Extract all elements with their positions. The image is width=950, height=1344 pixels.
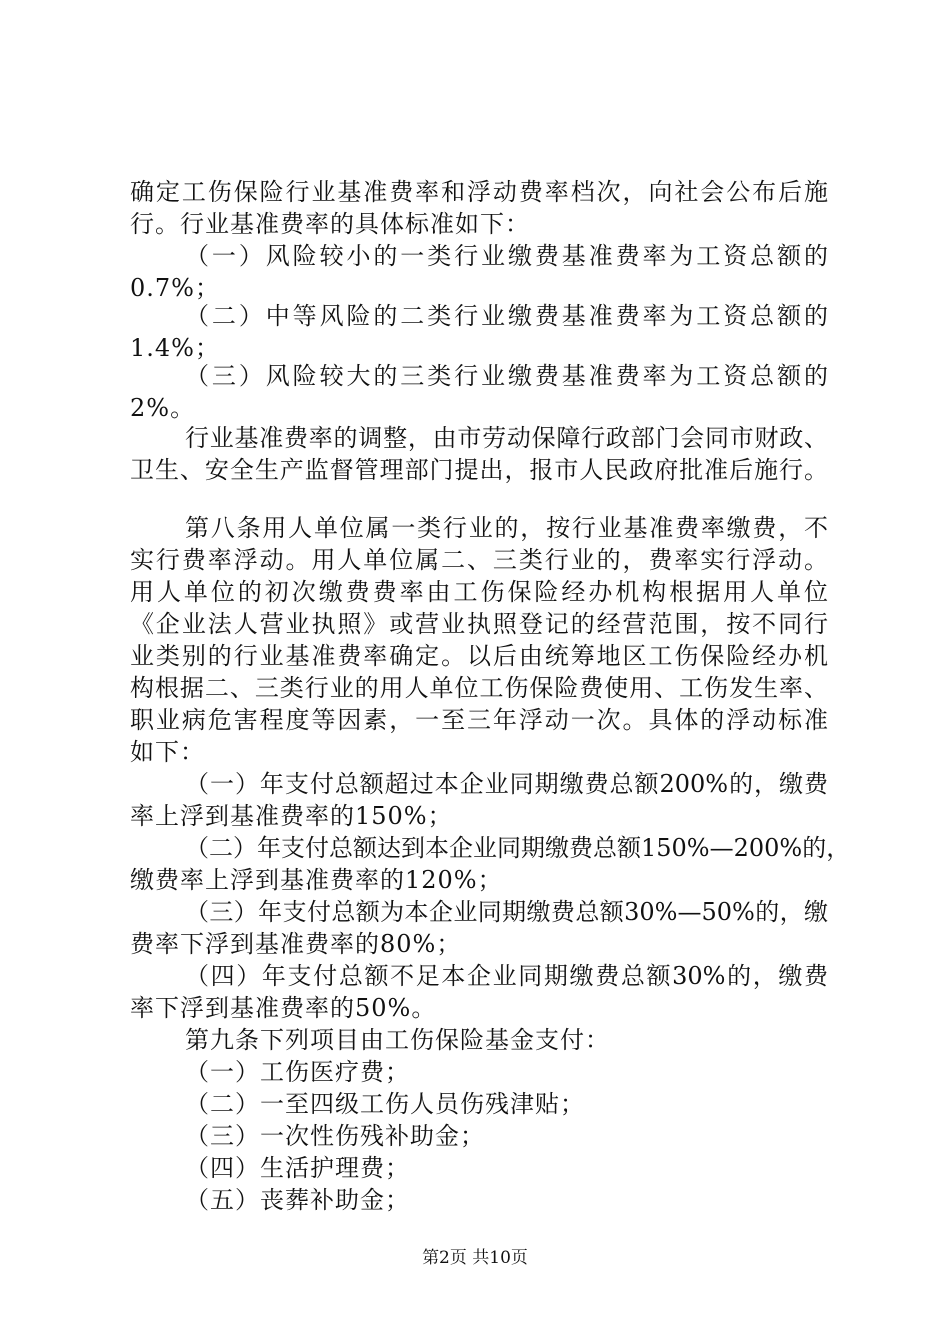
paragraph-line: 2%。 [130,394,196,422]
paragraph-line: 缴费率上浮到基准费率的120%； [130,866,503,894]
page-number-footer: 第2页 共10页 [422,1248,528,1268]
list-item: （三）一次性伤残补助金； [185,1122,485,1150]
paragraph-line: 实行费率浮动。用人单位属二、三类行业的，费率实行浮动。 [130,546,828,574]
paragraph-line: 构根据二、三类行业的用人单位工伤保险费使用、工伤发生率、 [130,674,828,702]
paragraph-line: 率上浮到基准费率的150%； [130,802,453,830]
paragraph-line: 行。行业基准费率的具体标准如下： [130,210,530,238]
paragraph-line: 率下浮到基准费率的50%。 [130,994,437,1022]
list-item: （五）丧葬补助金； [185,1186,410,1214]
paragraph-line: （三）风险较大的三类行业缴费基准费率为工资总额的 [185,362,828,390]
paragraph-line: （二）中等风险的二类行业缴费基准费率为工资总额的 [185,302,828,330]
paragraph-line: 0.7%； [130,274,220,302]
paragraph-line: 《企业法人营业执照》或营业执照登记的经营范围，按不同行 [130,610,828,638]
paragraph-line: 确定工伤保险行业基准费率和浮动费率档次，向社会公布后施 [130,178,828,206]
paragraph-line: 职业病危害程度等因素，一至三年浮动一次。具体的浮动标准 [130,706,828,734]
paragraph-line: （二）年支付总额达到本企业同期缴费总额150%—200%的， [185,834,851,862]
paragraph-line: 如下： [130,738,205,766]
paragraph-line: 业类别的行业基准费率确定。以后由统筹地区工伤保险经办机 [130,642,828,670]
paragraph-line: （四）年支付总额不足本企业同期缴费总额30%的，缴费 [185,962,828,990]
paragraph-line: 1.4%； [130,334,220,362]
paragraph-line: 第八条用人单位属一类行业的，按行业基准费率缴费，不 [185,514,828,542]
paragraph-line: 卫生、安全生产监督管理部门提出，报市人民政府批准后施行。 [130,456,828,484]
list-item: （一）工伤医疗费； [185,1058,410,1086]
paragraph-line: （三）年支付总额为本企业同期缴费总额30%—50%的，缴 [185,898,828,926]
list-item: （二）一至四级工伤人员伤残津贴； [185,1090,585,1118]
paragraph-line: 费率下浮到基准费率的80%； [130,930,462,958]
paragraph-line: 行业基准费率的调整，由市劳动保障行政部门会同市财政、 [185,424,828,452]
paragraph-line: （一）风险较小的一类行业缴费基准费率为工资总额的 [185,242,828,270]
paragraph-line: 第九条下列项目由工伤保险基金支付： [185,1026,610,1054]
paragraph-line: 用人单位的初次缴费费率由工伤保险经办机构根据用人单位 [130,578,828,606]
list-item: （四）生活护理费； [185,1154,410,1182]
paragraph-line: （一）年支付总额超过本企业同期缴费总额200%的，缴费 [185,770,828,798]
